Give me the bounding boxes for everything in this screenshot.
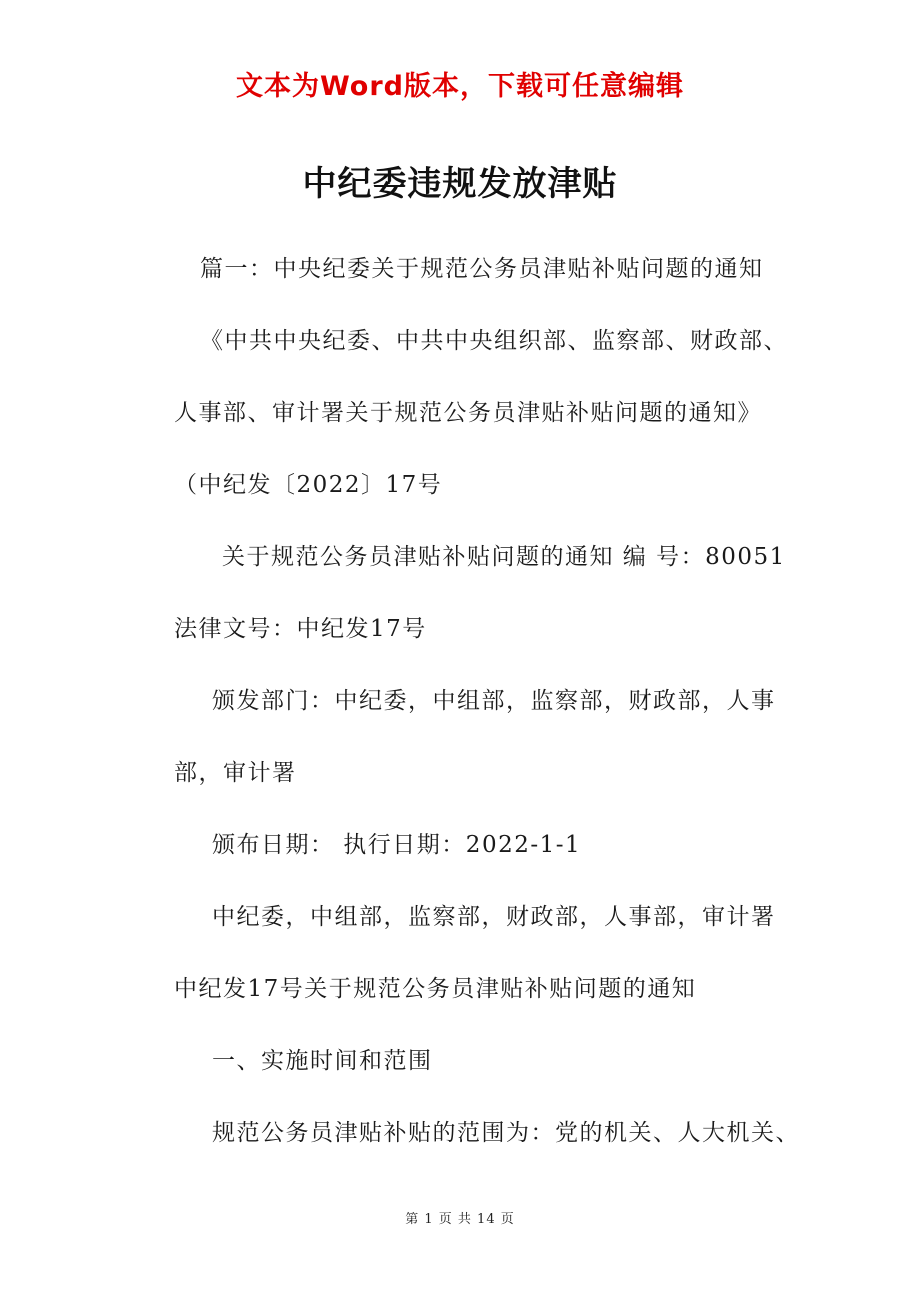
paragraph-line: 规范公务员津贴补贴的范围为：党的机关、人大机关、 xyxy=(212,1120,800,1146)
paragraph-line: 《中共中央纪委、中共中央组织部、监察部、财政部、 xyxy=(200,328,788,354)
paragraph-line: 部，审计署 xyxy=(174,760,297,786)
paragraph-line: 颁布日期： 执行日期：2022-1-1 xyxy=(212,832,582,858)
paragraph-line: 法律文号：中纪发17号 xyxy=(174,616,427,642)
paragraph-line: 中纪发17号关于规范公务员津贴补贴问题的通知 xyxy=(174,976,697,1002)
paragraph-line: 关于规范公务员津贴补贴问题的通知 编 号：80051 xyxy=(222,544,786,570)
document-title: 中纪委违规发放津贴 xyxy=(302,164,618,204)
section-heading: 一、实施时间和范围 xyxy=(212,1048,433,1074)
editable-notice-banner: 文本为Word版本，下载可任意编辑 xyxy=(235,71,684,102)
paragraph-line: （中纪发〔2022〕17号 xyxy=(174,472,443,498)
paragraph-line: 篇一：中央纪委关于规范公务员津贴补贴问题的通知 xyxy=(200,256,764,282)
paragraph-line: 中纪委，中组部，监察部，财政部，人事部，审计署 xyxy=(212,904,776,930)
paragraph-line: 人事部、审计署关于规范公务员津贴补贴问题的通知》 xyxy=(174,400,762,426)
page-number-footer: 第 1 页 共 14 页 xyxy=(405,1212,515,1227)
paragraph-line: 颁发部门：中纪委，中组部，监察部，财政部，人事 xyxy=(212,688,776,714)
